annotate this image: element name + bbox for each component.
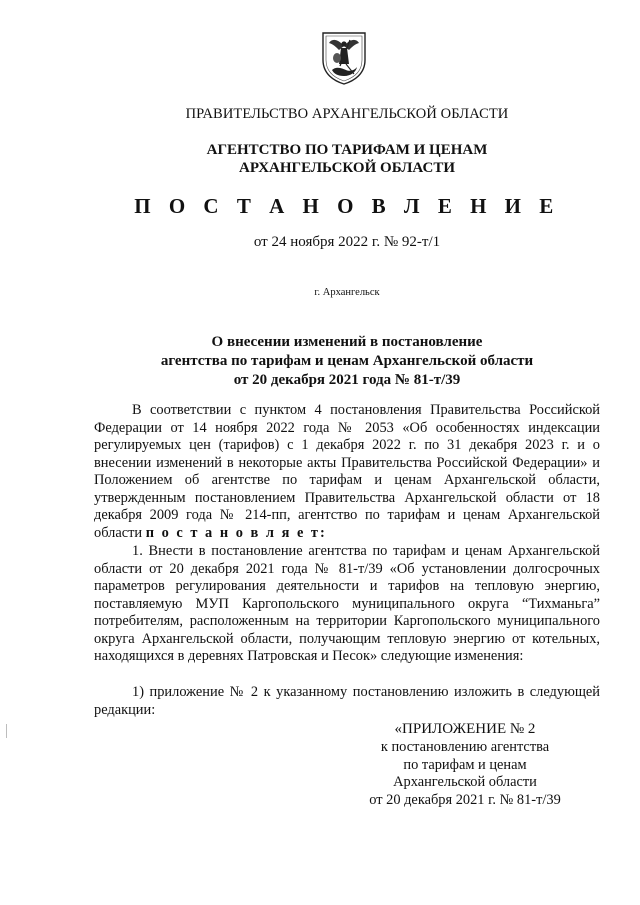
clause-1-paragraph: 1. Внести в постановление агентства по тарифам и ценам Архангельской области от 20 декабря 2021 года № 81-т/39 «Об установлении долгосрочных параметров регулирования деятельности и тарифов на тепловую энергию, поставляемую МУП Каргопольского муниципального округа “Тихманьга” потребителям, расположенным на территории Каргопольского муниципального округа Архангельской области, получающим тепловую энергию от котельных, находящихся в деревнях Патровская и Песок» следующие изменения:	[94, 543, 600, 664]
document-date-number: от 24 ноября 2022 г. № 92-т/1	[253, 234, 441, 250]
subject-line3: от 20 декабря 2021 года № 81-т/39	[233, 372, 461, 388]
document-type-title: П О С Т А Н О В Л Е Н И Е	[134, 194, 560, 218]
subject-line1: О внесении изменений в постановление	[211, 334, 483, 350]
agency-name	[94, 141, 600, 177]
government-name: ПРАВИТЕЛЬСТВО АРХАНГЕЛЬСКОЙ ОБЛАСТИ	[185, 106, 509, 122]
appendix-title: «ПРИЛОЖЕНИЕ № 2	[394, 721, 536, 737]
appendix-line2: к постановлению агентства	[380, 738, 550, 755]
appendix-line4: Архангельской области	[393, 774, 537, 791]
appendix-heading-block	[330, 721, 600, 810]
resolves-colon: :	[320, 524, 327, 541]
document-city: г. Архангельск	[314, 287, 380, 298]
agency-name-line1: АГЕНТСТВО ПО ТАРИФАМ И ЦЕНАМ	[206, 142, 488, 158]
clause-1-1-paragraph: 1) приложение № 2 к указанному постановлению изложить в следующей редакции:	[94, 684, 600, 718]
resolves-word: п о с т а н о в л я е т	[145, 524, 321, 541]
scan-margin-mark	[6, 724, 7, 738]
arkhangelsk-coat-of-arms-icon	[320, 30, 368, 86]
subject-line2: агентства по тарифам и ценам Архангельской области	[160, 353, 534, 369]
appendix-line5: от 20 декабря 2021 г. № 81-т/39	[369, 792, 561, 809]
preamble-paragraph	[94, 402, 600, 542]
preamble-text: В соответствии с пунктом 4 постановления Правительства Российской Федерации от 14 ноября 2022 года № 2053 «Об особенностях индексации регулируемых цен (тарифов) с 1 декабря 2022 г. по 31 декабря 2023 г. и о внесении изменений в некоторые акты Правительства Российской Федерации» и Положением об агентстве по тарифам и ценам Архангельской области, утвержденным постановлением Правительства Архангельской области от 18 декабря 2009 года № 214-пп, агентство по тарифам и ценам Архангельской области	[94, 402, 600, 541]
agency-name-line2: АРХАНГЕЛЬСКОЙ ОБЛАСТИ	[239, 160, 455, 176]
document-subject	[94, 333, 600, 390]
appendix-line3: по тарифам и ценам	[403, 756, 527, 773]
